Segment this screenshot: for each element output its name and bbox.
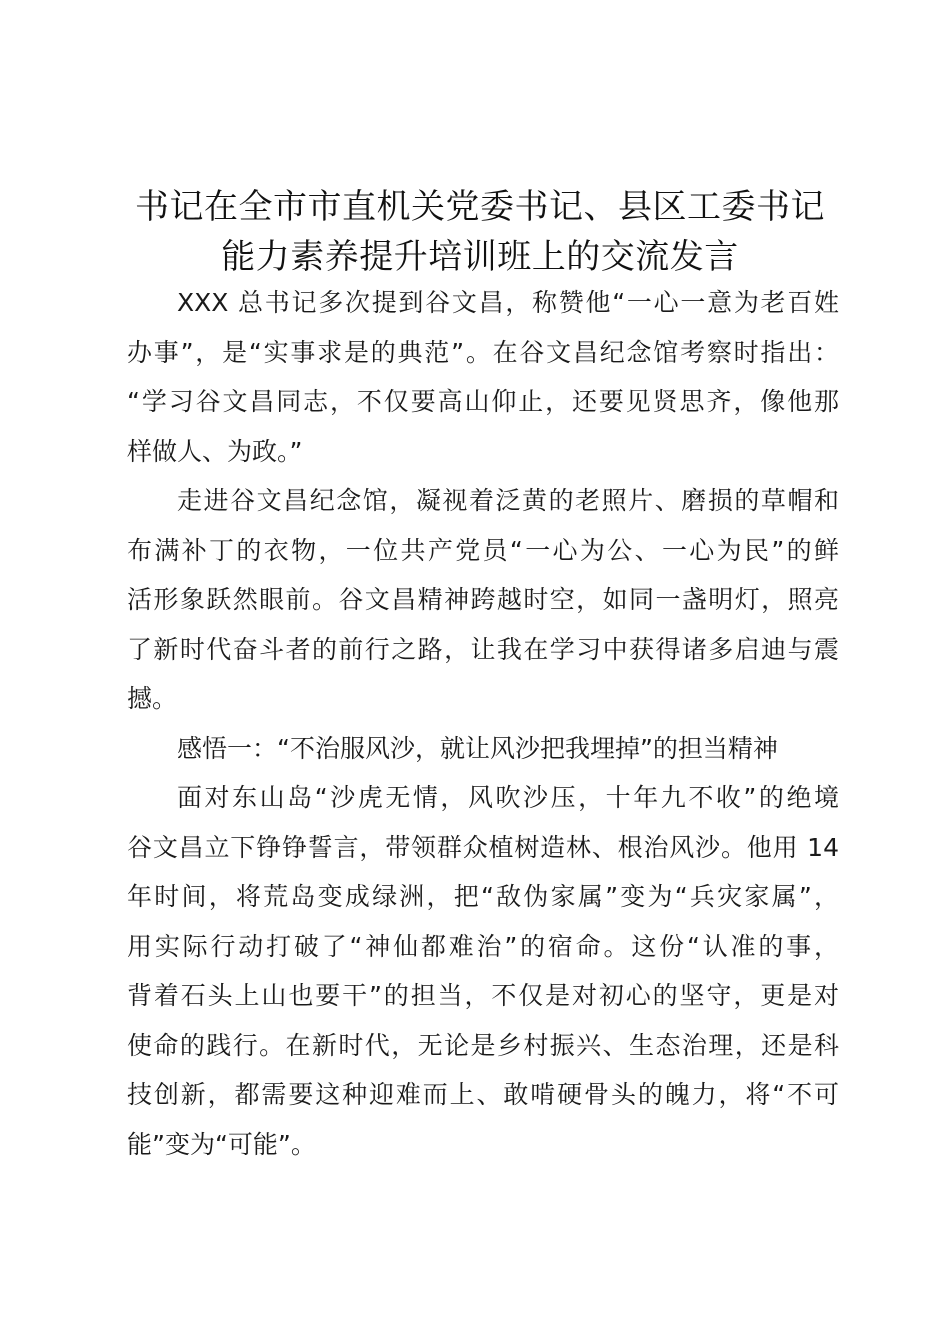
paragraph-line: 活形象跃然眼前。谷文昌精神跨越时空，如同一盏明灯，照亮: [127, 585, 839, 614]
document-body: [127, 278, 839, 1169]
title-line-1: 书记在全市市直机关党委书记、县区工委书记: [135, 187, 825, 227]
paragraph-line: 办事”，是“实事求是的典范”。在谷文昌纪念馆考察时指出：: [127, 337, 839, 367]
paragraph-line: 走进谷文昌纪念馆，凝视着泛黄的老照片、磨损的草帽和: [177, 486, 839, 515]
paragraph-line: 使命的践行。在新时代，无论是乡村振兴、生态治理，还是科: [127, 1030, 839, 1060]
paragraph-line: 技创新，都需要这种迎难而上、敢啃硬骨头的魄力，将“不可: [127, 1080, 839, 1109]
document-title: [118, 182, 842, 282]
paragraph-memorial: [127, 476, 839, 724]
paragraph-line: 面对东山岛“沙虎无情，风吹沙压，十年九不收”的绝境: [177, 783, 839, 812]
paragraph-line: 样做人、为政。”: [127, 436, 303, 466]
paragraph-line: 能”变为“可能”。: [127, 1129, 316, 1159]
paragraph-line: 布满补丁的衣物，一位共产党员“一心为公、一心为民”的鲜: [127, 535, 839, 565]
paragraph-line: 撼。: [127, 684, 178, 713]
paragraph-line: 了新时代奋斗者的前行之路，让我在学习中获得诸多启迪与震: [127, 634, 839, 664]
title-line-2: 能力素养提升培训班上的交流发言: [221, 237, 739, 277]
paragraph-quote: [127, 278, 839, 476]
section-heading-text: 感悟一：“不治服风沙，就让风沙把我埋掉”的担当精神: [177, 733, 778, 763]
paragraph-line: “学习谷文昌同志，不仅要高山仰止，还要见贤思齐，像他那: [127, 387, 839, 416]
paragraph-line: 年时间，将荒岛变成绿洲，把“敌伪家属”变为“兵灾家属”，: [127, 882, 839, 911]
paragraph-line: 背着石头上山也要干”的担当，不仅是对初心的坚守，更是对: [127, 981, 839, 1010]
paragraph-dongshan: [127, 773, 839, 1169]
paragraph-line: XXX 总书记多次提到谷文昌，称赞他“一心一意为老百姓: [177, 288, 839, 317]
paragraph-line: 用实际行动打破了“神仙都难治”的宿命。这份“认准的事，: [127, 931, 839, 961]
paragraph-line: 谷文昌立下铮铮誓言，带领群众植树造林、根治风沙。他用 14: [127, 832, 839, 862]
section-heading: [127, 724, 839, 774]
